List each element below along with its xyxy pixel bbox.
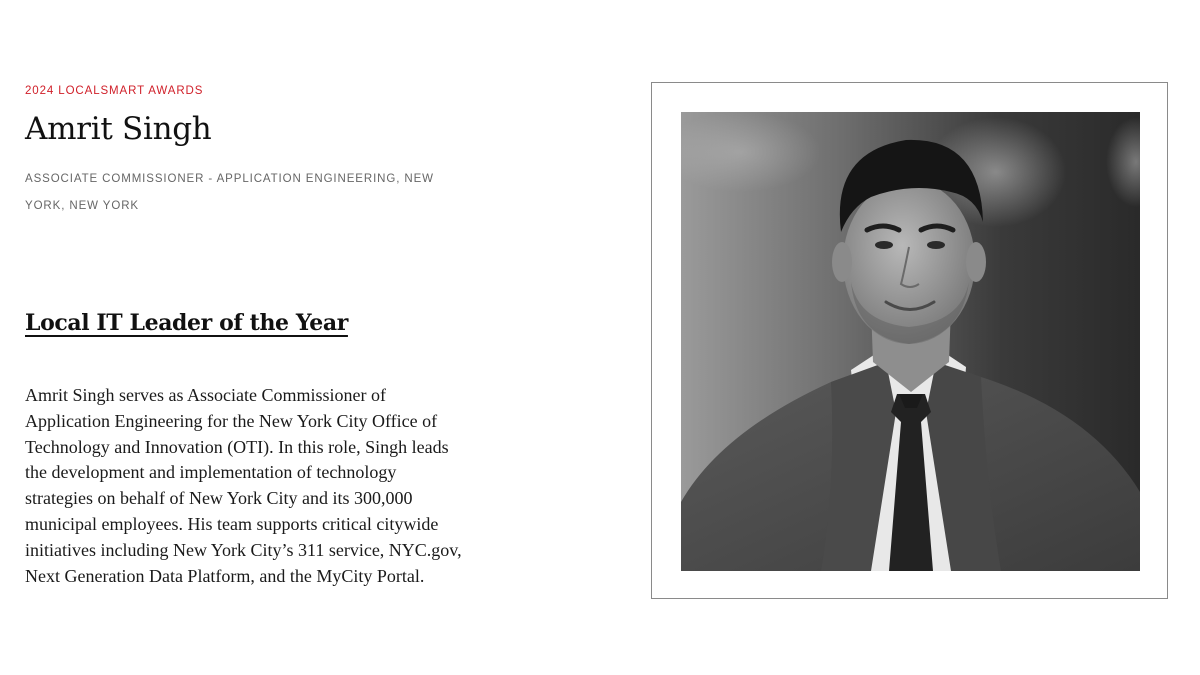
honoree-role: ASSOCIATE COMMISSIONER - APPLICATION ENGINEERING, NEW YORK, NEW YORK (25, 173, 434, 212)
portrait-photo (681, 112, 1140, 571)
award-title-link[interactable]: Local IT Leader of the Year (25, 310, 348, 336)
awards-eyebrow: 2024 LOCALSMART AWARDS (25, 85, 204, 97)
portrait-image (681, 112, 1140, 571)
honoree-bio: Amrit Singh serves as Associate Commissioner of Application Engineering for the New York City Office of Technology and Innovation (OTI). In this role, Singh leads the development and implementation of technology strategies on behalf of New York City and its 300,000 municipal employees. His team supports critical citywide initiatives including New York City’s 311 service, NYC.gov, Next Generation Data Platform, and the MyCity Portal. (25, 385, 462, 586)
honoree-name: Amrit Singh (25, 111, 212, 147)
photo-frame (651, 82, 1168, 599)
